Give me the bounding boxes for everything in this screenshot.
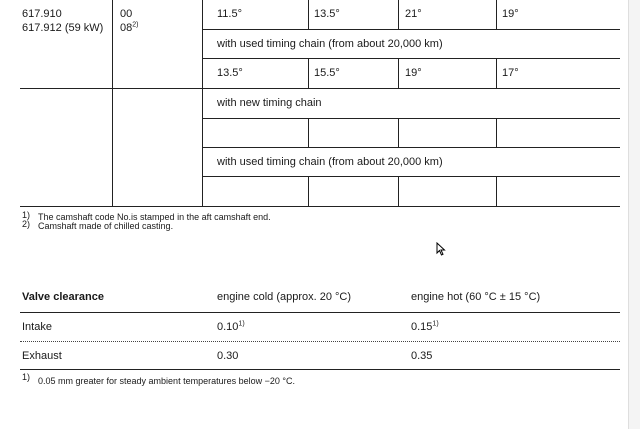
table-vline — [496, 0, 497, 30]
valve-header: Valve clearance — [22, 291, 104, 303]
footnote-text: 0.05 mm greater for steady ambient temperatures below −20 °C. — [38, 376, 295, 386]
value-cell: 13.5° — [314, 8, 340, 20]
value-cell: 0.35 — [411, 350, 433, 362]
table-hline — [202, 29, 620, 30]
table-vline — [112, 0, 113, 207]
table-hline — [20, 369, 620, 370]
footnote-text: The camshaft code No.is stamped in the aft camshaft end. — [38, 212, 271, 222]
table-hline — [20, 88, 620, 89]
scrollbar-track[interactable] — [628, 0, 640, 429]
value-cell: 21° — [405, 8, 422, 20]
column-header-hot: engine hot (60 °C ± 15 °C) — [411, 291, 541, 303]
row-label: Intake — [22, 321, 52, 333]
footnote-mark: 1) — [22, 210, 31, 220]
table-vline — [496, 118, 497, 148]
table-vline — [398, 118, 399, 148]
value-cell: 0.10$^{1)}$ — [217, 320, 245, 333]
engine-number: 617.910 — [22, 8, 62, 20]
table-hline — [202, 58, 620, 59]
value-cell: 11.5° — [217, 8, 242, 20]
value-cell: 17° — [502, 67, 519, 79]
condition-label: with used timing chain (from about 20,000 km) — [217, 38, 443, 50]
condition-label: with used timing chain (from about 20,000 km) — [217, 156, 443, 168]
value-cell: 15.5° — [314, 67, 340, 79]
value-cell: 0.30 — [217, 350, 239, 362]
table-hline — [202, 147, 620, 148]
table-hline — [20, 206, 620, 207]
table-vline — [496, 176, 497, 207]
table-hline — [20, 341, 620, 342]
table-vline — [496, 58, 497, 88]
table-hline — [202, 176, 620, 177]
footnote-text: Camshaft made of chilled casting. — [38, 221, 174, 231]
table-vline — [398, 0, 399, 30]
camshaft-code: 00 — [120, 8, 133, 20]
table-hline — [202, 118, 620, 119]
table-vline — [308, 118, 309, 148]
camshaft-code: 08$^{2)}$ — [120, 21, 139, 34]
value-cell: 19° — [502, 8, 519, 20]
footnote-mark: 1) — [22, 372, 31, 382]
table-vline — [398, 176, 399, 207]
table-vline — [308, 58, 309, 88]
value-cell: 19° — [405, 67, 422, 79]
table-vline — [398, 58, 399, 88]
column-header-cold: engine cold (approx. 20 °C) — [217, 291, 352, 303]
engine-number: 617.912 (59 kW) — [22, 22, 104, 34]
condition-label: with new timing chain — [217, 97, 322, 109]
footnote-mark: 2) — [22, 219, 31, 229]
table-vline — [308, 176, 309, 207]
value-cell: 0.15$^{1)}$ — [411, 320, 439, 333]
value-cell: 13.5° — [217, 67, 243, 79]
table-hline — [20, 312, 620, 313]
row-label: Exhaust — [22, 350, 62, 362]
table-vline — [308, 0, 309, 30]
